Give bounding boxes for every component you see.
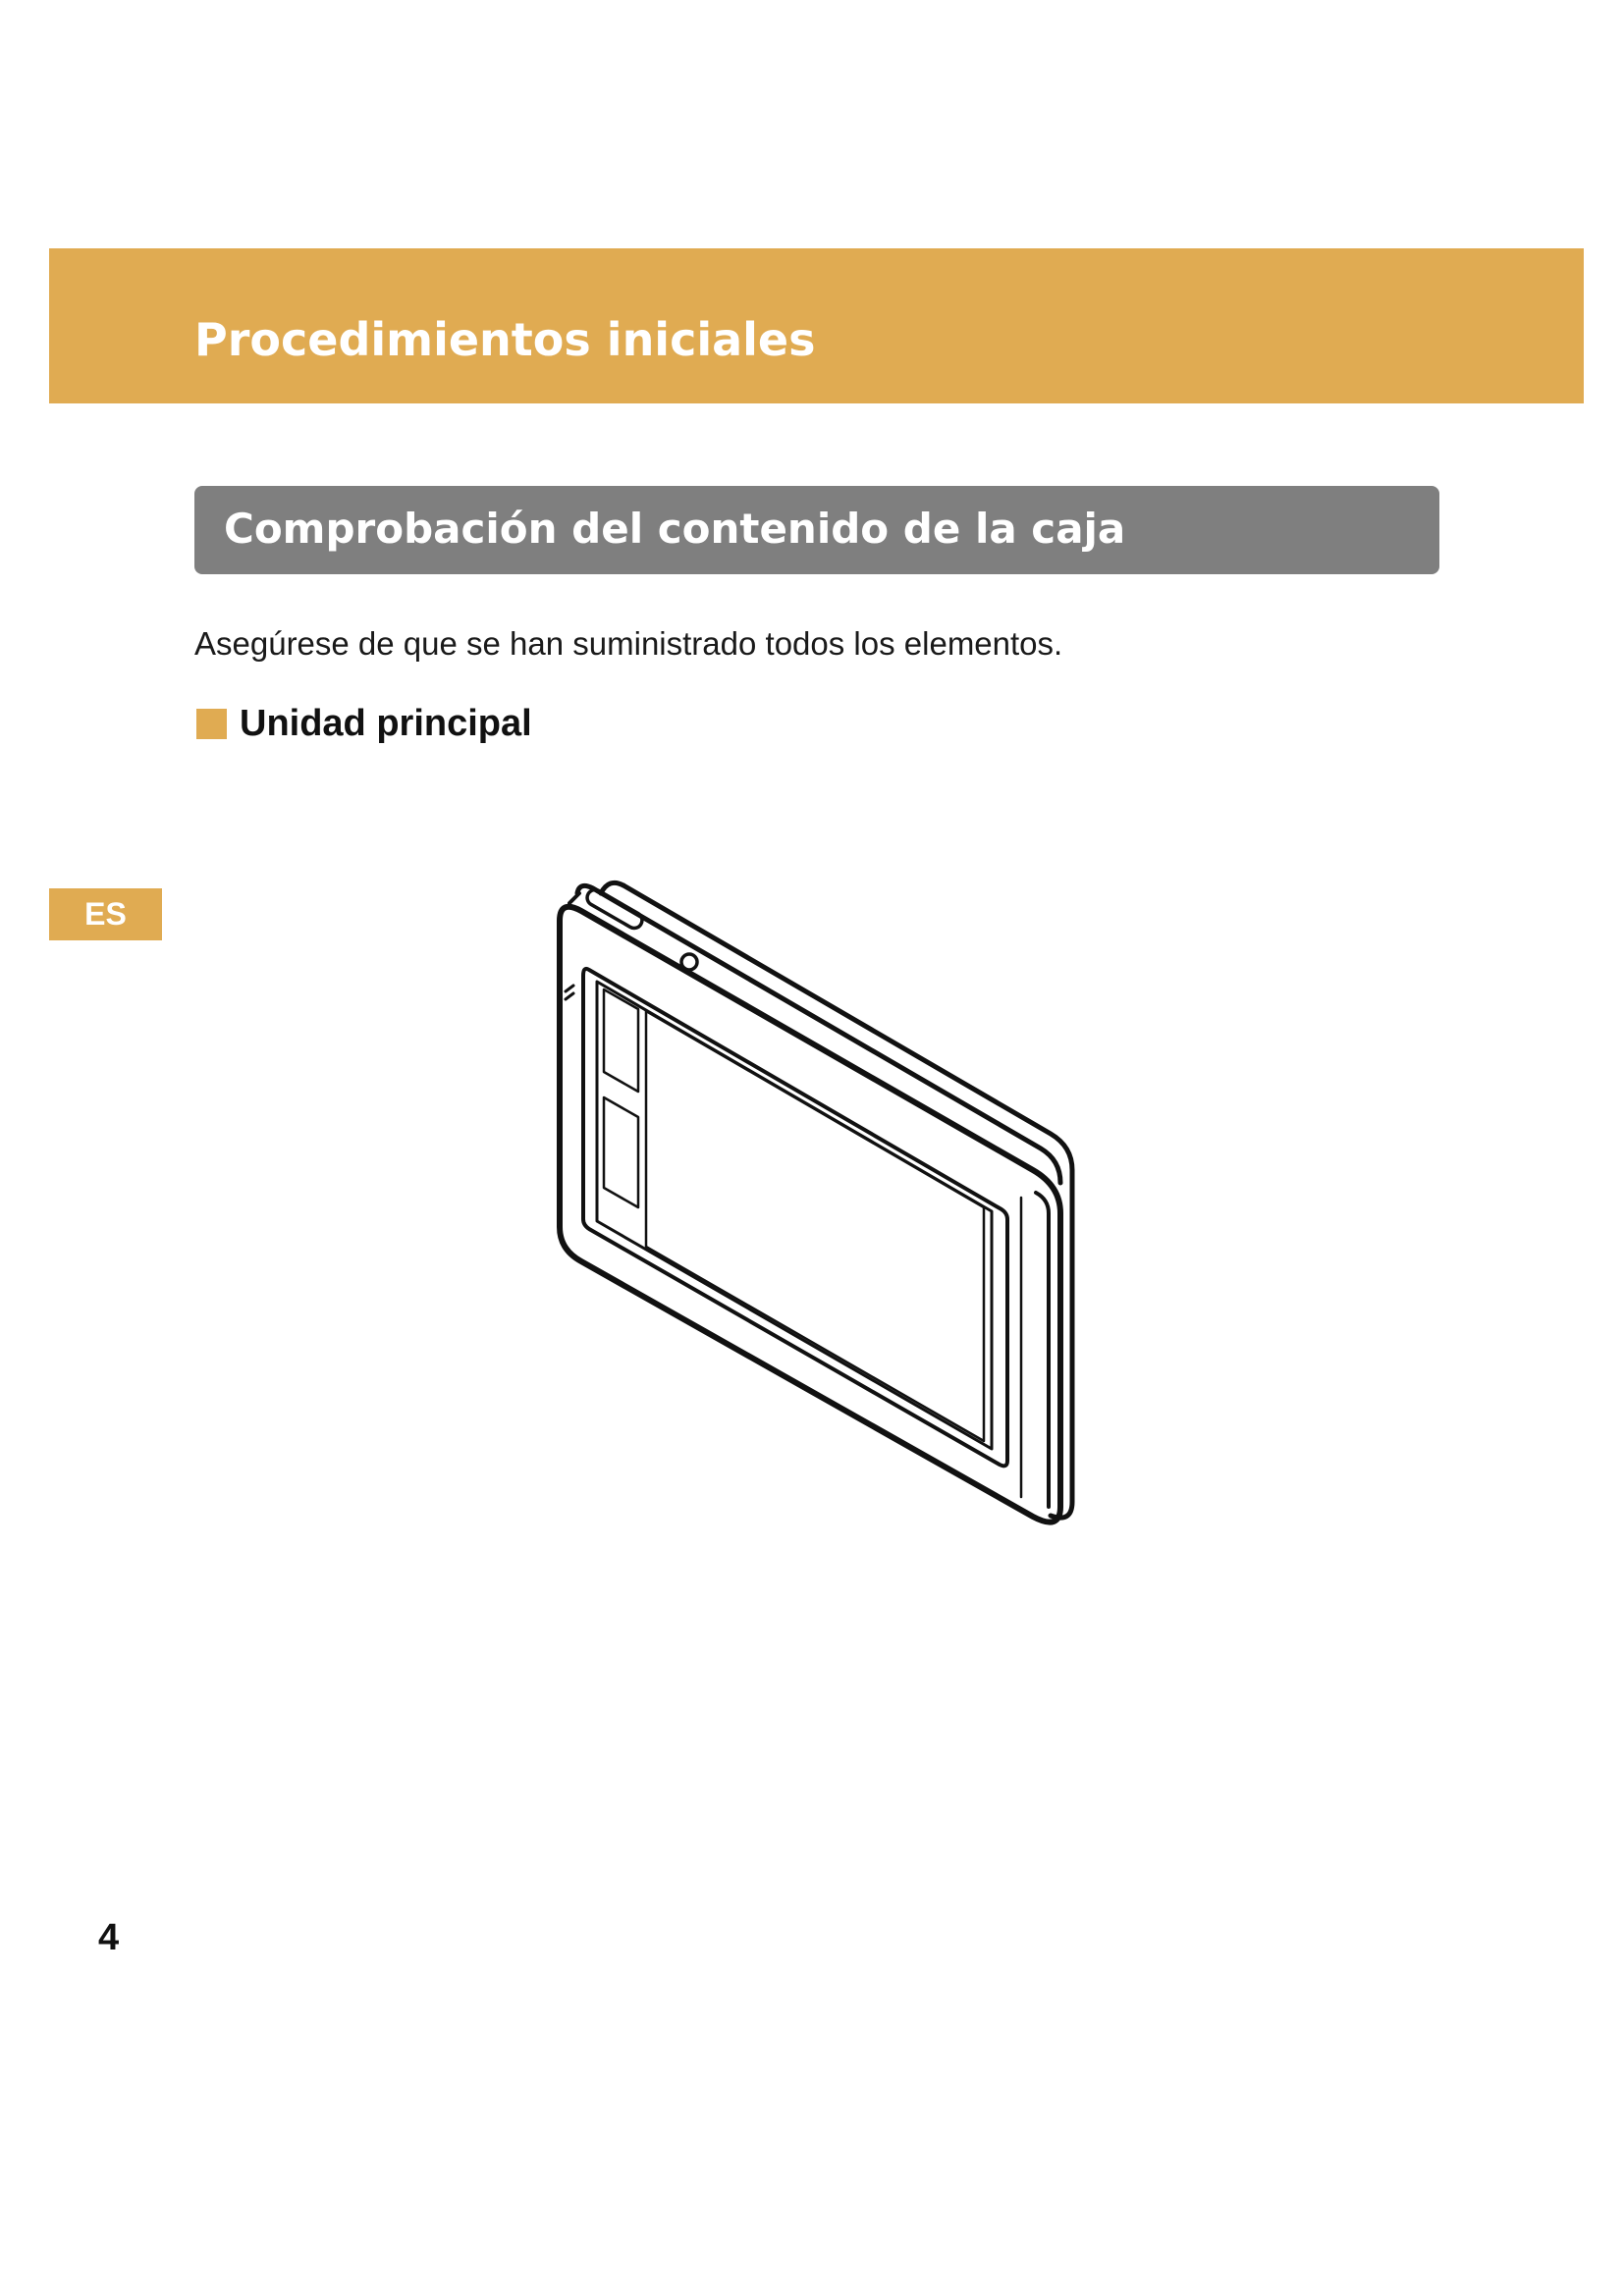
section-heading-box [194,486,1439,574]
square-bullet-icon [196,709,227,739]
intro-paragraph: Asegúrese de que se han suministrado todos los elementos. [194,625,1063,662]
subheading-label: Unidad principal [240,703,532,744]
device-illustration [530,864,1110,1531]
page-number: 4 [98,1917,120,1958]
subheading [196,705,532,742]
tablet-device-icon [530,864,1110,1531]
chapter-title: Procedimientos iniciales [194,313,816,366]
language-tab-label: ES [84,896,127,932]
chapter-header-band [49,248,1584,403]
language-tab [49,888,162,940]
section-title: Comprobación del contenido de la caja [224,505,1126,553]
